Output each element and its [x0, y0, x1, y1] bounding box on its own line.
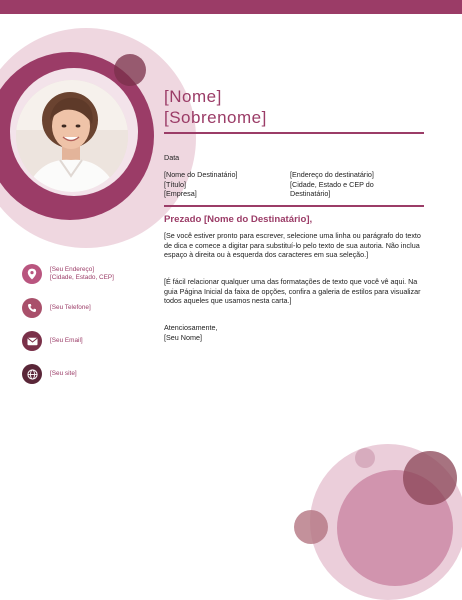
profile-photo [16, 80, 128, 192]
closing-phrase[interactable]: Atenciosamente, [164, 323, 218, 332]
closing-block [164, 323, 218, 342]
body-paragraph-1[interactable]: [Se você estiver pronto para escrever, selecione uma linha ou parágrafo do texto de dica e comece a digitar para substituí-lo pelo texto de sua autoria. Não inclua espaço à direita ou à esquerda dos caracteres em sua seleção.] [164, 231, 421, 260]
small-dark-circle-top [114, 54, 146, 86]
contact-phone-text[interactable]: [Seu Telefone] [50, 303, 91, 311]
contact-address-text [50, 266, 114, 283]
contact-email [22, 331, 83, 351]
recipient-address-line[interactable]: [Endereço do destinatário] [290, 170, 374, 179]
address-line-1[interactable]: [Seu Endereço] [50, 265, 95, 273]
phone-icon [22, 298, 42, 318]
header-divider [164, 132, 424, 134]
last-name[interactable]: [Sobrenome] [164, 108, 267, 127]
first-name[interactable]: [Nome] [164, 87, 222, 106]
address-divider [164, 205, 424, 207]
tiny-circle-bottom [355, 448, 375, 468]
contact-website-text[interactable]: [Seu site] [50, 369, 77, 377]
contact-email-text[interactable]: [Seu Email] [50, 336, 83, 344]
contact-phone [22, 298, 91, 318]
recipient-block [164, 170, 284, 199]
contact-address [22, 264, 114, 284]
salutation[interactable]: Prezado [Nome do Destinatário], [164, 214, 313, 225]
envelope-icon [22, 331, 42, 351]
recipient-name[interactable]: [Nome do Destinatário] [164, 170, 238, 179]
location-pin-icon [22, 264, 42, 284]
body-paragraph-2[interactable]: [É fácil relacionar qualquer uma das formatações de texto que você vê aqui. Na guia Página Inicial da faixa de opções, confira a galeria de estilos para visualizar todos aqueles que usamos nesta carta.] [164, 277, 421, 306]
dark-circle-bottom-right [403, 451, 457, 505]
recipient-address-block [290, 170, 420, 199]
small-circle-bottom-left [294, 510, 328, 544]
name-block [164, 86, 267, 128]
recipient-company[interactable]: [Empresa] [164, 189, 197, 199]
address-line-2[interactable]: [Cidade, Estado, CEP] [50, 274, 114, 281]
contact-website [22, 364, 77, 384]
letter-date[interactable]: Data [164, 153, 180, 162]
portrait-image [16, 80, 128, 192]
globe-icon [22, 364, 42, 384]
signature-name[interactable]: [Seu Nome] [164, 332, 202, 342]
recipient-city-line-cont[interactable]: Destinatário] [290, 189, 331, 199]
recipient-title[interactable]: [Título] [164, 179, 186, 189]
recipient-city-line[interactable]: [Cidade, Estado e CEP do [290, 179, 374, 189]
